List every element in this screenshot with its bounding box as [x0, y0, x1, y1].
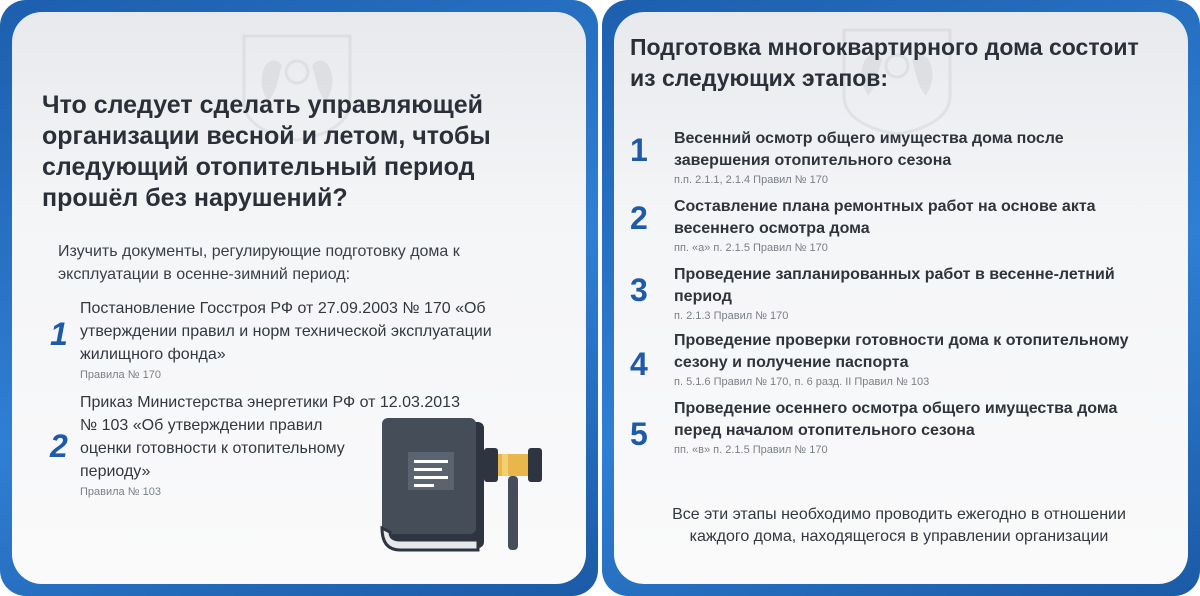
- step-number-2: 2: [630, 200, 648, 236]
- footer-note: Все эти этапы необходимо проводить ежегодно в отношении каждого дома, находящегося в управлении организации: [672, 506, 1126, 545]
- document-1-text: Постановление Госстроя РФ от 27.09.2003 № 170 «Об утверждении правил и норм технической эксплуатации жилищного фонда»: [80, 300, 492, 363]
- step-3-title: Проведение запланированных работ в весенне-летний период: [674, 266, 1115, 305]
- step-4-reference: п. 5.1.6 Правил № 170, п. 6 разд. II Правил № 103: [674, 376, 930, 388]
- right-panel-frame: [602, 0, 1200, 596]
- gavel-icon: [482, 438, 544, 554]
- book-icon: [378, 416, 488, 554]
- document-1-reference: Правила № 170: [80, 369, 161, 381]
- right-title: Подготовка многоквартирного дома состоит из следующих этапов:: [630, 34, 1139, 91]
- step-5-title: Проведение осеннего осмотра общего имущества дома перед началом отопительного сезона: [674, 400, 1118, 439]
- step-item-3: [674, 264, 1154, 324]
- step-number-3: 3: [630, 272, 648, 308]
- left-title: Что следует сделать управляющей организации весной и летом, чтобы следующий отопительный период прошёл без нарушений?: [42, 91, 491, 212]
- document-2-reference: Правила № 103: [80, 486, 161, 498]
- step-number-1: 1: [630, 132, 648, 168]
- step-2-title: Составление плана ремонтных работ на основе акта весеннего осмотра дома: [674, 198, 1096, 237]
- step-item-2: [674, 196, 1154, 256]
- intro-text: Изучить документы, регулирующие подготовку дома к эксплуатации в осенне-зимний период:: [58, 243, 460, 283]
- document-number-1: 1: [50, 316, 68, 352]
- step-item-4: [674, 330, 1154, 390]
- step-4-title: Проведение проверки готовности дома к отопительному сезону и получение паспорта: [674, 332, 1129, 371]
- step-3-reference: п. 2.1.3 Правил № 170: [674, 310, 789, 322]
- step-1-reference: п.п. 2.1.1, 2.1.4 Правил № 170: [674, 174, 828, 186]
- document-2-text-rest: № 103 «Об утверждении правил оценки готовности к отопительному периоду»: [80, 417, 345, 480]
- step-5-reference: пп. «в» п. 2.1.5 Правил № 170: [674, 444, 828, 456]
- step-number-5: 5: [630, 416, 648, 452]
- step-2-reference: пп. «а» п. 2.1.5 Правил № 170: [674, 242, 828, 254]
- left-info-card: [12, 12, 586, 584]
- step-number-4: 4: [630, 346, 648, 382]
- document-number-2: 2: [50, 428, 68, 464]
- right-steps-card: [614, 12, 1188, 584]
- document-2-text-line1: Приказ Министерства энергетики РФ от 12.03.2013: [80, 394, 460, 411]
- step-item-5: [674, 398, 1154, 458]
- step-item-1: [674, 128, 1154, 188]
- step-1-title: Весенний осмотр общего имущества дома после завершения отопительного сезона: [674, 130, 1064, 169]
- document-item-1: [80, 297, 550, 383]
- left-panel-frame: [0, 0, 598, 596]
